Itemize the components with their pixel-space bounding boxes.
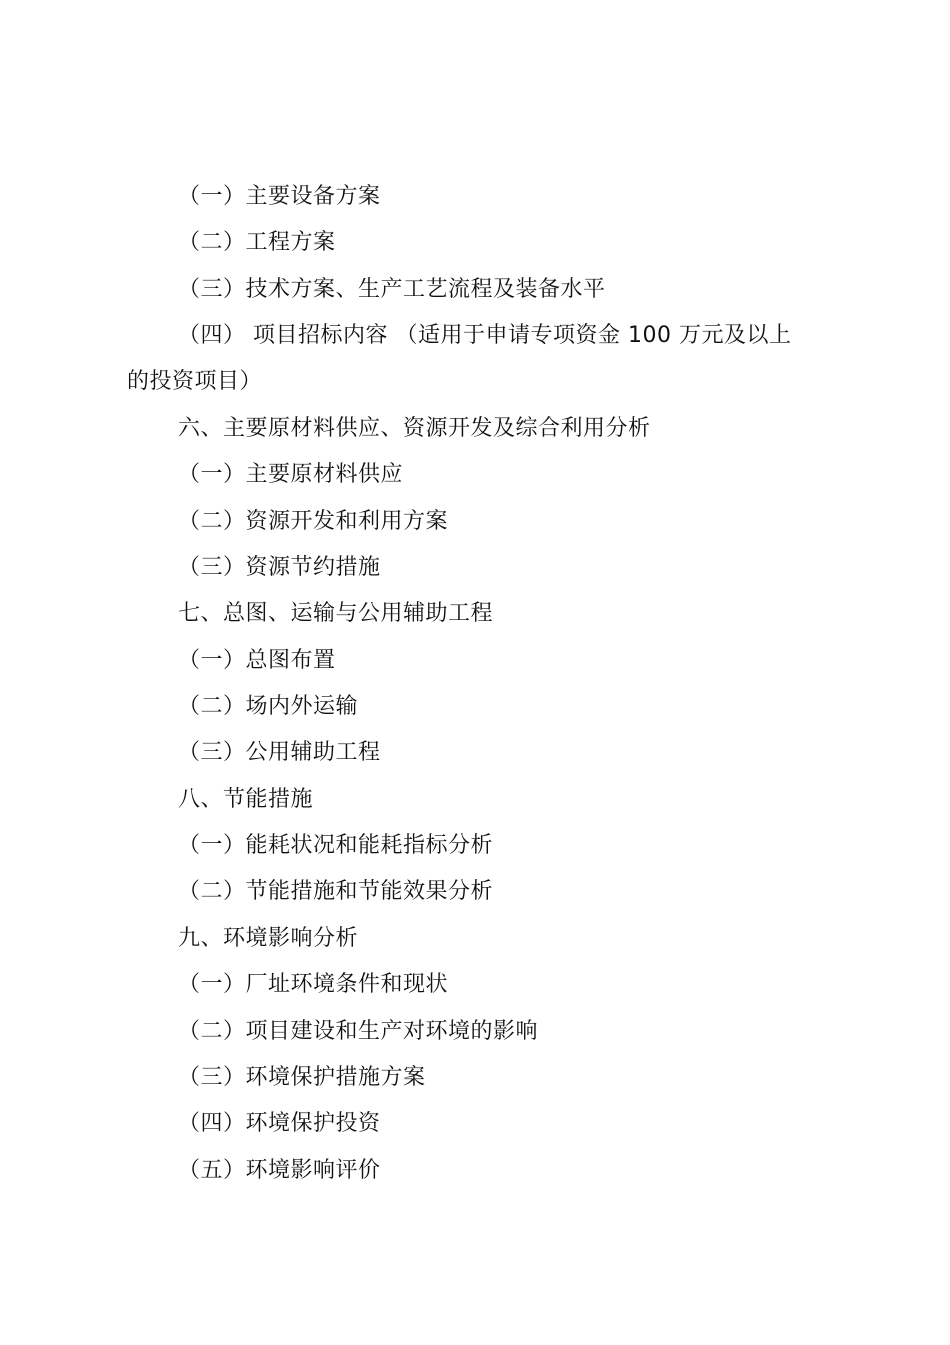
outline-item: （一）总图布置 xyxy=(178,648,336,673)
outline-item: （一）能耗状况和能耗指标分析 xyxy=(178,833,494,858)
section-heading: 九、环境影响分析 xyxy=(178,926,359,951)
outline-item: （四）环境保护投资 xyxy=(178,1111,381,1136)
outline-item: （二）资源开发和利用方案 xyxy=(178,509,449,534)
outline-item: （五）环境影响评价 xyxy=(178,1158,381,1183)
outline-item: （一）厂址环境条件和现状 xyxy=(178,972,449,997)
outline-item: （四） 项目招标内容 （适用于申请专项资金 100 万元及以上 xyxy=(178,323,792,348)
outline-item: （二）项目建设和生产对环境的影响 xyxy=(178,1019,539,1044)
outline-item: （三）资源节约措施 xyxy=(178,555,381,580)
outline-item: （一）主要原材料供应 xyxy=(178,462,404,487)
outline-item: （三）公用辅助工程 xyxy=(178,740,381,765)
outline-item-continuation: 的投资项目） xyxy=(127,369,263,394)
outline-item: （三）环境保护措施方案 xyxy=(178,1065,426,1090)
outline-item: （二）场内外运输 xyxy=(178,694,359,719)
section-heading: 六、主要原材料供应、资源开发及综合利用分析 xyxy=(178,416,651,441)
outline-item: （三）技术方案、生产工艺流程及装备水平 xyxy=(178,277,606,302)
outline-item: （一）主要设备方案 xyxy=(178,184,381,209)
section-heading: 八、节能措施 xyxy=(178,787,314,812)
outline-item: （二）工程方案 xyxy=(178,230,336,255)
section-heading: 七、总图、运输与公用辅助工程 xyxy=(178,601,494,626)
outline-item: （二）节能措施和节能效果分析 xyxy=(178,879,494,904)
